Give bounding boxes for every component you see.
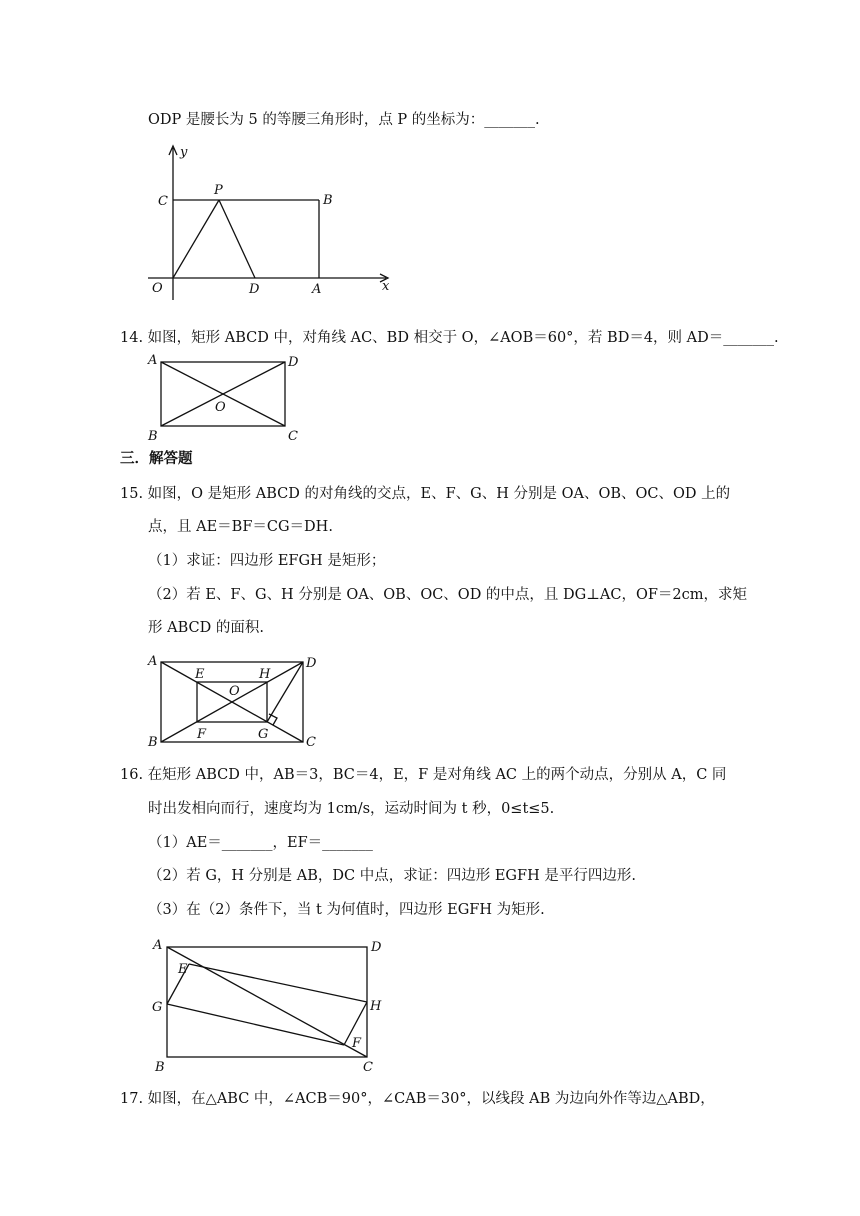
label-y: y <box>180 145 188 160</box>
label-a: A <box>312 282 322 297</box>
label-e: E <box>195 667 205 682</box>
label-b: B <box>155 1060 165 1075</box>
label-x: x <box>382 279 390 294</box>
figure-16-rectangle-diagram <box>145 935 395 1075</box>
q16-part3: （3）在（2）条件下，当 t 为何值时，四边形 EGFH 为矩形. <box>148 902 545 918</box>
q16-part1: （1）AE＝_______，EF＝_______ <box>148 835 373 851</box>
q17-text: 17. 如图，在△ABC 中，∠ACB＝90°，∠CAB＝30°，以线段 AB 为边向外作等边△ABD， <box>120 1091 715 1107</box>
segment-eh <box>189 964 367 1002</box>
label-f: F <box>352 1036 362 1051</box>
label-g: G <box>152 1000 163 1015</box>
label-a: A <box>148 353 158 368</box>
label-p: P <box>214 183 223 198</box>
label-g: G <box>258 727 269 742</box>
segment-gf <box>167 1004 344 1045</box>
q15-part1: （1）求证：四边形 EFGH 是矩形； <box>148 553 386 569</box>
label-c: C <box>306 735 316 750</box>
label-d: D <box>249 282 260 297</box>
q14-text: 14. 如图，矩形 ABCD 中，对角线 AC、BD 相交于 O，∠AOB＝60°，若 BD＝4，则 AD＝_______. <box>120 330 779 346</box>
label-b: B <box>323 193 333 208</box>
label-o: O <box>229 684 240 699</box>
label-c: C <box>363 1060 373 1075</box>
q15-part2a: （2）若 E、F、G、H 分别是 OA、OB、OC、OD 的中点，且 DG⊥AC，OF＝2cm，求矩 <box>148 587 747 603</box>
label-a: A <box>153 938 163 953</box>
label-a: A <box>148 654 158 669</box>
q16-part2: （2）若 G，H 分别是 AB，DC 中点，求证：四边形 EGFH 是平行四边形. <box>148 868 636 884</box>
label-b: B <box>148 735 158 750</box>
figure-15-rectangle-diagram <box>145 650 325 750</box>
label-c: C <box>158 194 168 209</box>
label-o: O <box>152 281 163 296</box>
label-h: H <box>370 999 382 1014</box>
segment-op <box>173 200 219 278</box>
segment-dg <box>267 662 303 722</box>
q15-line1: 15. 如图，O 是矩形 ABCD 的对角线的交点，E、F、G、H 分别是 OA、OB、OC、OD 上的 <box>120 486 731 502</box>
label-d: D <box>306 656 317 671</box>
label-h: H <box>259 667 271 682</box>
figure-14-rectangle-diagram <box>145 350 305 442</box>
label-f: F <box>197 727 207 742</box>
label-c: C <box>288 429 298 444</box>
q15-line2: 点，且 AE＝BF＝CG＝DH. <box>148 519 333 535</box>
segment-pd <box>219 200 255 278</box>
figure-13-coordinate-diagram <box>140 140 400 300</box>
q13-text: ODP 是腰长为 5 的等腰三角形时，点 P 的坐标为：_______. <box>148 112 540 128</box>
label-e: E <box>178 962 188 977</box>
q15-part2b: 形 ABCD 的面积. <box>148 620 264 636</box>
label-d: D <box>288 355 299 370</box>
q16-line2: 时出发相向而行，速度均为 1cm/s，运动时间为 t 秒，0≤t≤5. <box>148 801 555 817</box>
label-o: O <box>215 400 226 415</box>
label-d: D <box>371 940 382 955</box>
section-heading: 三．解答题 <box>120 450 193 467</box>
q16-line1: 16. 在矩形 ABCD 中，AB＝3，BC＝4，E，F 是对角线 AC 上的两个动点，分别从 A，C 同 <box>120 767 727 783</box>
diagonal-ac <box>167 947 367 1057</box>
label-b: B <box>148 429 158 444</box>
